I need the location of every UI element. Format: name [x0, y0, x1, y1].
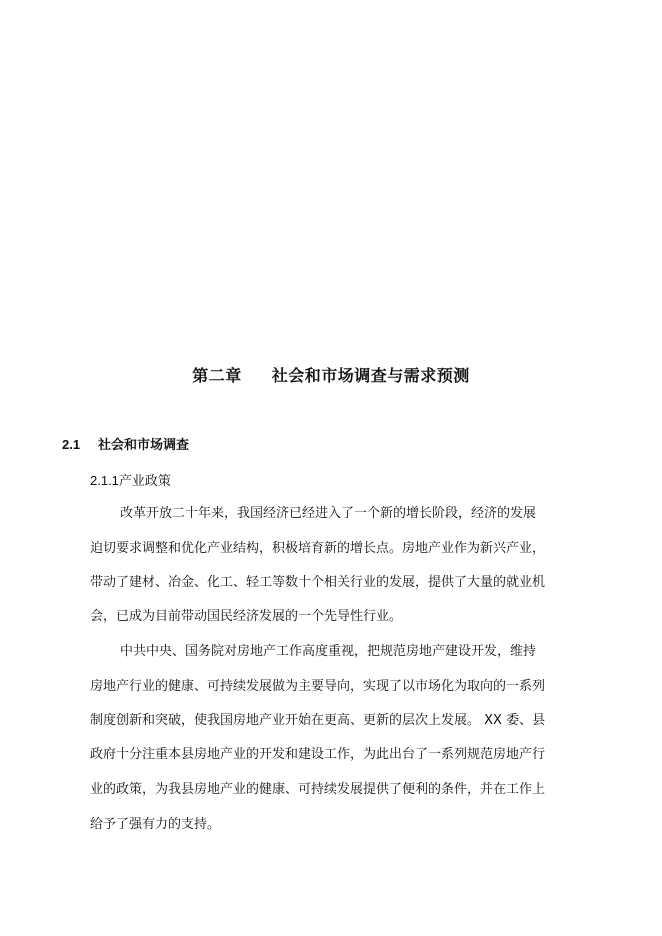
paragraph-2-line-2: 房地产行业的健康、可持续发展做为主要导向，实现了以市场化为取向的一系列: [90, 679, 546, 694]
chapter-title: [0, 363, 662, 386]
paragraph-1-line-4: 会，已成为目前带动国民经济发展的一个先导性行业。: [90, 609, 403, 624]
chapter-number: 第二章: [192, 366, 242, 385]
paragraph-2-line-1: 中共中央、国务院对房地产工作高度重视，把规范房地产建设开发，维持: [120, 644, 537, 659]
paragraph-1-line-2: 迫切要求调整和优化产业结构，积极培育新的增长点。房地产业作为新兴产业，: [90, 541, 546, 556]
paragraph-2-line-3: 制度创新和突破，使我国房地产业开始在更高、更新的层次上发展。 XX 委、县: [90, 713, 546, 728]
paragraph-2-line-6: 给予了强有力的支持。: [90, 817, 221, 832]
paragraph-2-line-4: 政府十分注重本县房地产业的开发和建设工作，为此出台了一系列规范房地产行: [90, 747, 546, 762]
section-number: 2.1: [62, 437, 81, 452]
section-title: 社会和市场调查: [98, 438, 190, 453]
paragraph-1-line-3: 带动了建材、冶金、化工、轻工等数十个相关行业的发展，提供了大量的就业机: [90, 575, 546, 590]
paragraph-2-line-5: 业的政策，为我县房地产业的健康、可持续发展提供了便利的条件，并在工作上: [90, 782, 546, 797]
subsection-heading: [90, 470, 171, 489]
subsection-number: 2.1.1: [90, 473, 119, 488]
chapter-name: 社会和市场调查与需求预测: [271, 366, 470, 385]
paragraph-1-line-1: 改革开放二十年来，我国经济已经进入了一个新的增长阶段，经济的发展: [120, 506, 537, 521]
subsection-title: 产业政策: [118, 474, 171, 489]
section-heading: [62, 434, 189, 453]
